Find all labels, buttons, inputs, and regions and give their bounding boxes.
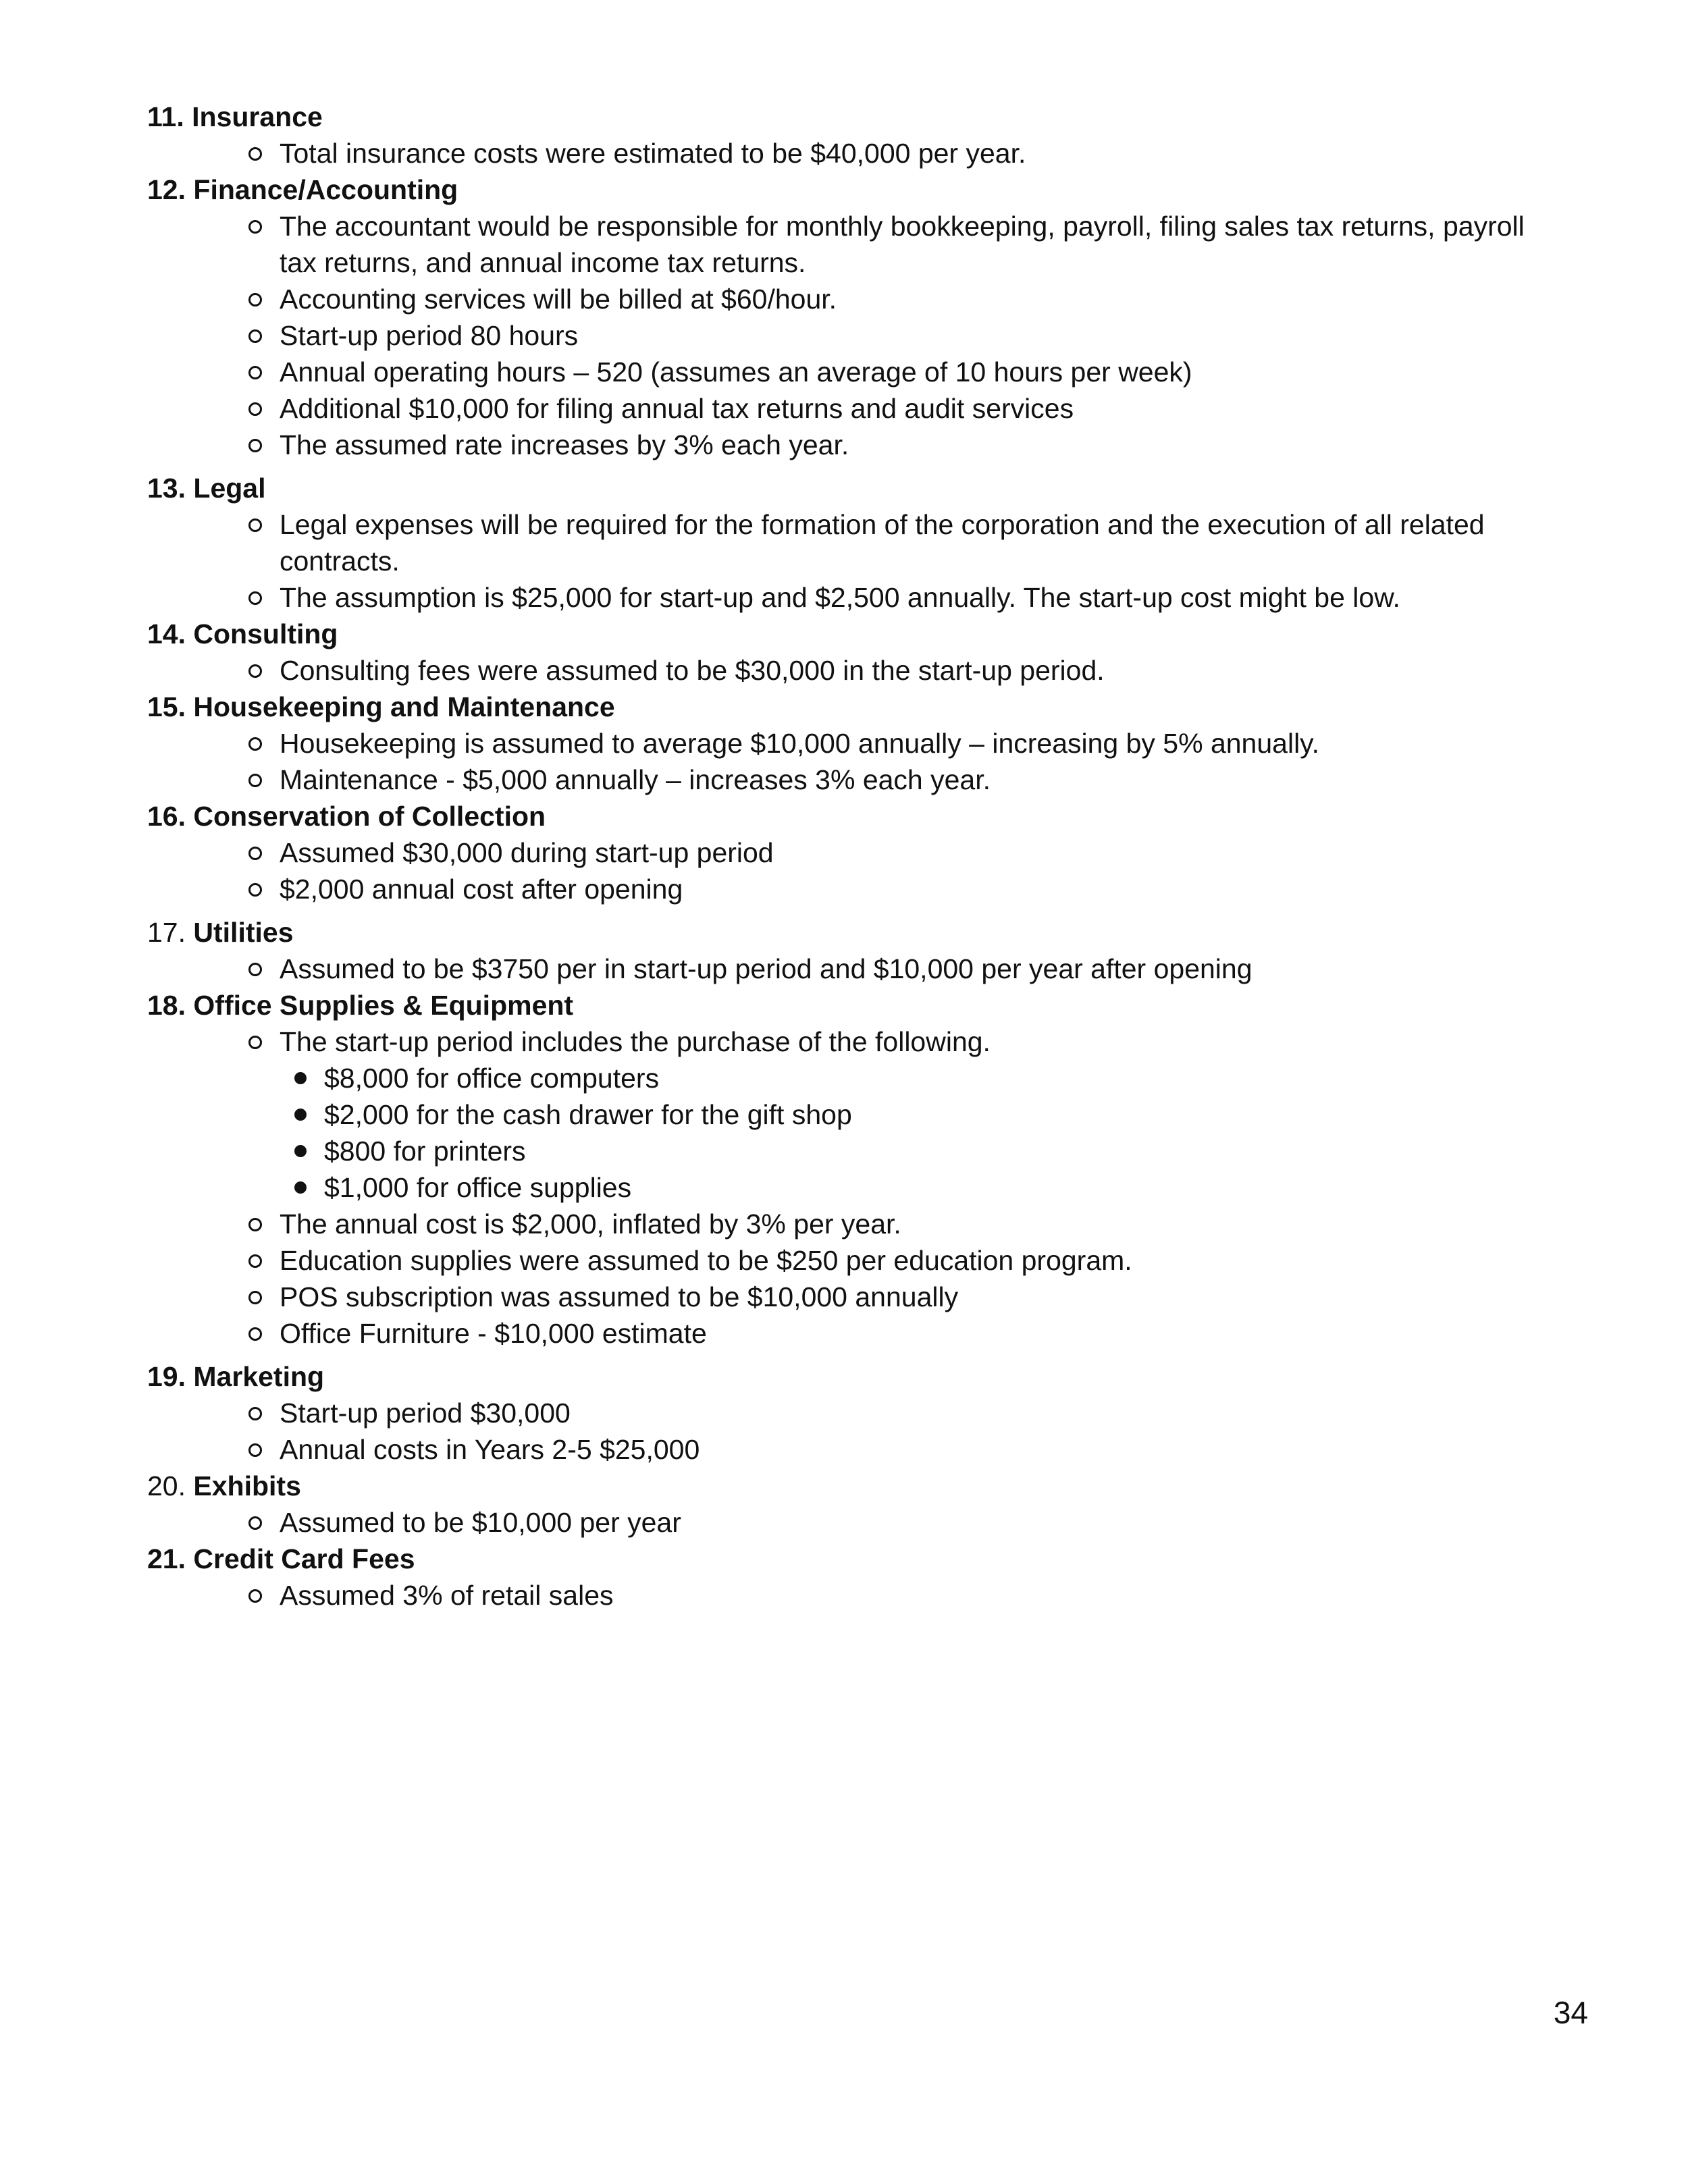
section-number: 18. — [147, 990, 186, 1021]
section-number: 15. — [147, 691, 186, 722]
hollow-bullet-icon — [248, 402, 262, 416]
list-item-text: Legal expenses will be required for the formation of the corporation and the execution of all related contracts. — [280, 509, 1485, 577]
filled-bullet-icon — [294, 1109, 307, 1121]
section-credit-card-fees — [147, 1541, 1565, 1614]
list-item-text: Assumed 3% of retail sales — [280, 1580, 614, 1611]
bullet-list — [147, 506, 1565, 616]
section-utilities — [147, 914, 1565, 987]
section-insurance — [147, 99, 1565, 171]
section-title: Legal — [193, 473, 266, 504]
sub-list-item — [324, 1133, 1565, 1169]
hollow-bullet-icon — [248, 1443, 262, 1457]
bullet-list — [147, 652, 1565, 689]
list-item-text: The assumed rate increases by 3% each year. — [280, 429, 849, 460]
sub-list-item — [324, 1169, 1565, 1206]
hollow-bullet-icon — [248, 963, 262, 976]
hollow-bullet-icon — [248, 1218, 262, 1231]
section-heading — [147, 470, 1565, 506]
hollow-bullet-icon — [248, 664, 262, 678]
list-item — [280, 390, 1565, 427]
section-housekeeping-maintenance — [147, 689, 1565, 798]
hollow-bullet-icon — [248, 1589, 262, 1603]
section-title: Office Supplies & Equipment — [193, 990, 574, 1021]
section-title: Credit Card Fees — [193, 1543, 415, 1574]
bullet-list — [147, 834, 1565, 907]
list-item — [280, 1206, 1565, 1242]
section-exhibits — [147, 1468, 1565, 1541]
list-item — [280, 1023, 1565, 1206]
list-item — [280, 506, 1565, 579]
hollow-bullet-icon — [248, 737, 262, 751]
list-item — [280, 208, 1565, 281]
list-item-text: $2,000 annual cost after opening — [280, 874, 683, 905]
list-item — [280, 1395, 1565, 1431]
list-item — [280, 1431, 1565, 1468]
bullet-list — [147, 208, 1565, 463]
bullet-list — [147, 1577, 1565, 1614]
section-number: 21. — [147, 1543, 186, 1574]
hollow-bullet-icon — [248, 220, 262, 234]
list-item-text: Maintenance - $5,000 annually – increases 3% each year. — [280, 764, 991, 795]
section-title: Insurance — [192, 101, 323, 132]
section-number: 14. — [147, 618, 186, 649]
list-item-text: Annual operating hours – 520 (assumes an average of 10 hours per week) — [280, 356, 1192, 388]
filled-bullet-icon — [294, 1145, 307, 1157]
list-item — [280, 317, 1565, 354]
hollow-bullet-icon — [248, 1516, 262, 1530]
section-marketing — [147, 1358, 1565, 1468]
section-heading — [147, 616, 1565, 652]
list-item-text: The assumption is $25,000 for start-up and $2,500 annually. The start-up cost might be low. — [280, 582, 1400, 613]
section-legal — [147, 470, 1565, 616]
section-number: 11. — [147, 101, 184, 132]
list-item-text: Education supplies were assumed to be $250 per education program. — [280, 1245, 1132, 1276]
hollow-bullet-icon — [248, 591, 262, 605]
bullet-list — [147, 135, 1565, 171]
hollow-bullet-icon — [248, 329, 262, 343]
hollow-bullet-icon — [248, 847, 262, 860]
hollow-bullet-icon — [248, 518, 262, 532]
section-title: Utilities — [193, 917, 294, 948]
filled-bullet-icon — [294, 1072, 307, 1084]
filled-bullet-icon — [294, 1181, 307, 1194]
section-heading — [147, 914, 1565, 951]
list-item — [280, 281, 1565, 317]
bullet-list — [147, 1395, 1565, 1468]
list-item-text: Assumed to be $3750 per in start-up period and $10,000 per year after opening — [280, 953, 1252, 984]
hollow-bullet-icon — [248, 439, 262, 452]
list-item — [280, 725, 1565, 762]
section-heading — [147, 1541, 1565, 1577]
section-heading — [147, 689, 1565, 725]
document-body — [147, 99, 1565, 1614]
list-item-text: The annual cost is $2,000, inflated by 3% per year. — [280, 1208, 901, 1240]
section-number: 19. — [147, 1361, 186, 1392]
section-heading — [147, 1468, 1565, 1504]
hollow-bullet-icon — [248, 1291, 262, 1304]
hollow-bullet-icon — [248, 1254, 262, 1268]
list-item-text: Additional $10,000 for filing annual tax returns and audit services — [280, 393, 1074, 424]
section-office-supplies — [147, 987, 1565, 1352]
hollow-bullet-icon — [248, 774, 262, 787]
list-item-text: The accountant would be responsible for monthly bookkeeping, payroll, filing sales tax returns, payroll tax returns, and annual income tax returns. — [280, 211, 1525, 278]
hollow-bullet-icon — [248, 883, 262, 897]
list-item-text: Assumed to be $10,000 per year — [280, 1507, 681, 1538]
list-item — [280, 135, 1565, 171]
list-item — [280, 1577, 1565, 1614]
list-item-text: Office Furniture - $10,000 estimate — [280, 1318, 707, 1349]
list-item-text: The start-up period includes the purchase of the following. — [280, 1026, 991, 1057]
list-item — [280, 354, 1565, 390]
sub-bullet-list — [280, 1060, 1565, 1206]
hollow-bullet-icon — [248, 1327, 262, 1341]
hollow-bullet-icon — [248, 1407, 262, 1420]
section-heading — [147, 1358, 1565, 1395]
list-item — [280, 951, 1565, 987]
list-item-text: Assumed $30,000 during start-up period — [280, 837, 774, 868]
list-item — [280, 652, 1565, 689]
list-item — [280, 1504, 1565, 1541]
list-item-text: Annual costs in Years 2-5 $25,000 — [280, 1434, 700, 1465]
section-consulting — [147, 616, 1565, 689]
section-finance-accounting — [147, 171, 1565, 463]
hollow-bullet-icon — [248, 147, 262, 161]
section-conservation — [147, 798, 1565, 907]
section-number: 12. — [147, 174, 186, 205]
page-number: 34 — [1553, 1995, 1588, 2030]
section-title: Exhibits — [193, 1470, 301, 1501]
list-item — [280, 871, 1565, 907]
section-heading — [147, 798, 1565, 834]
sub-list-item — [324, 1096, 1565, 1133]
sub-list-item-text: $800 for printers — [324, 1136, 526, 1167]
list-item-text: POS subscription was assumed to be $10,000 annually — [280, 1281, 959, 1312]
list-item — [280, 1315, 1565, 1352]
section-title: Finance/Accounting — [193, 174, 458, 205]
sub-list-item — [324, 1060, 1565, 1096]
list-item — [280, 834, 1565, 871]
list-item — [280, 579, 1565, 616]
list-item-text: Housekeeping is assumed to average $10,000 annually – increasing by 5% annually. — [280, 728, 1320, 759]
sub-list-item-text: $1,000 for office supplies — [324, 1172, 632, 1203]
list-item — [280, 1279, 1565, 1315]
list-item-text: Start-up period $30,000 — [280, 1397, 571, 1429]
sub-list-item-text: $8,000 for office computers — [324, 1063, 660, 1094]
bullet-list — [147, 725, 1565, 798]
section-heading — [147, 171, 1565, 208]
section-number: 13. — [147, 473, 186, 504]
list-item — [280, 762, 1565, 798]
list-item-text: Accounting services will be billed at $60/hour. — [280, 284, 837, 315]
list-item-text: Start-up period 80 hours — [280, 320, 579, 351]
section-heading — [147, 987, 1565, 1023]
section-title: Consulting — [193, 618, 338, 649]
section-number: 16. — [147, 801, 186, 832]
bullet-list — [147, 1023, 1565, 1352]
hollow-bullet-icon — [248, 293, 262, 307]
section-title: Housekeeping and Maintenance — [193, 691, 615, 722]
bullet-list — [147, 1504, 1565, 1541]
hollow-bullet-icon — [248, 1036, 262, 1049]
hollow-bullet-icon — [248, 366, 262, 379]
section-title: Marketing — [193, 1361, 325, 1392]
list-item — [280, 1242, 1565, 1279]
section-heading — [147, 99, 1565, 135]
list-item-text: Consulting fees were assumed to be $30,000 in the start-up period. — [280, 655, 1105, 686]
section-title: Conservation of Collection — [193, 801, 546, 832]
list-item — [280, 427, 1565, 463]
bullet-list — [147, 951, 1565, 987]
sub-list-item-text: $2,000 for the cash drawer for the gift shop — [324, 1099, 852, 1130]
list-item-text: Total insurance costs were estimated to be $40,000 per year. — [280, 138, 1026, 169]
section-number: 20. — [147, 1470, 186, 1501]
section-number: 17. — [147, 917, 186, 948]
